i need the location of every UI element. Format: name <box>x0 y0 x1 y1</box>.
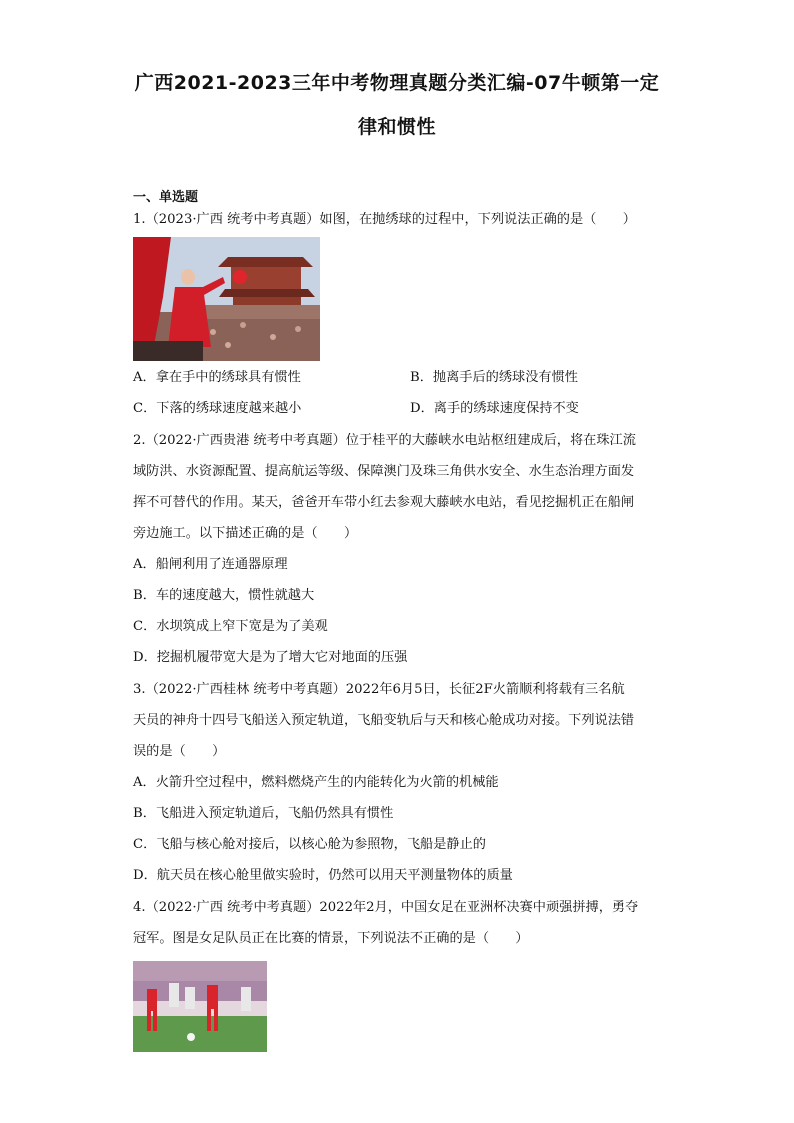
q3-option-b: B．飞船进入预定轨道后，飞船仍然具有惯性 <box>133 806 394 821</box>
section-heading: 一、单选题 <box>133 190 199 205</box>
q1-stem: 1.（2023·广西 统考中考真题）如图，在抛绣球的过程中，下列说法正确的是（ ） <box>133 212 636 227</box>
q2-stem-line-1: 2.（2022·广西贵港 统考中考真题）位于桂平的大藤峡水电站枢纽建成后，将在珠江流 <box>133 433 636 448</box>
page-title-line-2: 律和惯性 <box>357 116 436 138</box>
q2-stem-line-2: 域防洪、水资源配置、提高航运等级、保障澳门及珠三角供水安全、水生态治理方面发 <box>133 464 635 479</box>
q3-option-a: A．火箭升空过程中，燃料燃烧产生的内能转化为火箭的机械能 <box>133 775 499 790</box>
q3-stem-line-3: 误的是（ ） <box>133 744 226 759</box>
q1-option-b: B．抛离手后的绣球没有惯性 <box>410 370 578 385</box>
q2-option-a: A．船闸利用了连通器原理 <box>133 557 288 572</box>
q3-stem-line-1: 3.（2022·广西桂林 统考中考真题）2022年6月5日，长征2F火箭顺利将载有三名航 <box>133 682 625 697</box>
q1-option-d: D．离手的绣球速度保持不变 <box>410 401 579 416</box>
q3-option-d: D．航天员在核心舱里做实验时，仍然可以用天平测量物体的质量 <box>133 868 513 883</box>
q4-stem-line-2: 冠军。图是女足队员正在比赛的情景，下列说法不正确的是（ ） <box>133 931 529 946</box>
q3-stem-line-2: 天员的神舟十四号飞船送入预定轨道，飞船变轨后与天和核心舱成功对接。下列说法错 <box>133 713 635 728</box>
q1-option-c: C．下落的绣球速度越来越小 <box>133 401 302 416</box>
q2-stem-line-4: 旁边施工。以下描述正确的是（ ） <box>133 526 358 541</box>
q2-option-b: B．车的速度越大，惯性就越大 <box>133 588 315 603</box>
page-title-line-1: 广西2021-2023三年中考物理真题分类汇编-07牛顿第一定 <box>134 72 660 94</box>
q2-option-d: D．挖掘机履带宽大是为了增大它对地面的压强 <box>133 650 408 665</box>
q4-figure-football-photo <box>133 961 267 1052</box>
q4-stem-line-1: 4.（2022·广西 统考中考真题）2022年2月，中国女足在亚洲杯决赛中顽强拼搏，勇夺 <box>133 900 639 915</box>
q2-option-c: C．水坝筑成上窄下宽是为了美观 <box>133 619 328 634</box>
q2-stem-line-3: 挥不可替代的作用。某天，爸爸开车带小红去参观大藤峡水电站，看见挖掘机正在船闸 <box>133 495 635 510</box>
q1-figure-embroidered-ball-photo <box>133 237 320 361</box>
q3-option-c: C．飞船与核心舱对接后，以核心舱为参照物，飞船是静止的 <box>133 837 486 852</box>
q1-option-a: A．拿在手中的绣球具有惯性 <box>133 370 301 385</box>
